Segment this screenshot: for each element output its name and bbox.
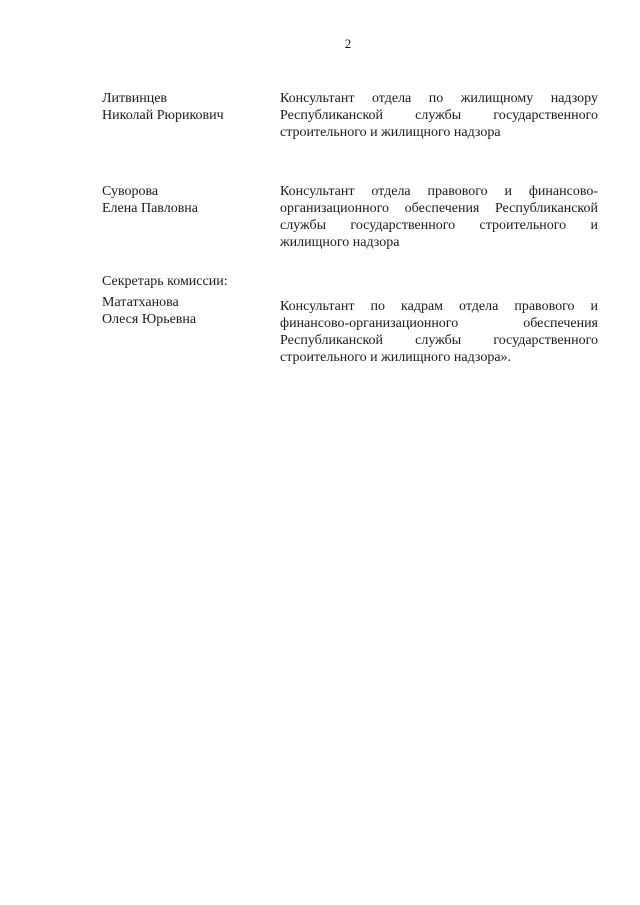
member-surname: Литвинцев [102, 91, 168, 106]
position-line: Консультант отдела по жилищному надзору [280, 91, 598, 106]
member-surname: Мататханова [102, 295, 179, 310]
member-position [280, 183, 598, 251]
page-number: 2 [344, 36, 352, 51]
member-given-names: Елена Павловна [102, 201, 199, 216]
position-line: Республиканской службы государственного [280, 333, 598, 348]
position-line: организационного обеспечения Республиканской [280, 201, 598, 216]
position-line: строительного и жилищного надзора». [280, 350, 512, 365]
secretary-label: Секретарь комиссии: [102, 274, 228, 289]
member-position [280, 90, 598, 141]
member-given-names: Олеся Юрьевна [102, 312, 197, 327]
member-name [102, 183, 272, 217]
position-line: Республиканской службы государственного [280, 108, 598, 123]
member-given-names: Николай Рюрикович [102, 108, 224, 123]
position-line: Консультант отдела правового и финансово- [280, 184, 598, 199]
member-position [280, 298, 598, 366]
position-line: финансово-организационного обеспечения [280, 316, 598, 331]
member-name [102, 294, 272, 328]
position-line: службы государственного строительного и [280, 218, 598, 233]
position-line: Консультант по кадрам отдела правового и [280, 299, 598, 314]
position-line: строительного и жилищного надзора [280, 125, 501, 140]
member-name [102, 90, 272, 124]
position-line: жилищного надзора [280, 235, 400, 250]
member-surname: Суворова [102, 184, 159, 199]
